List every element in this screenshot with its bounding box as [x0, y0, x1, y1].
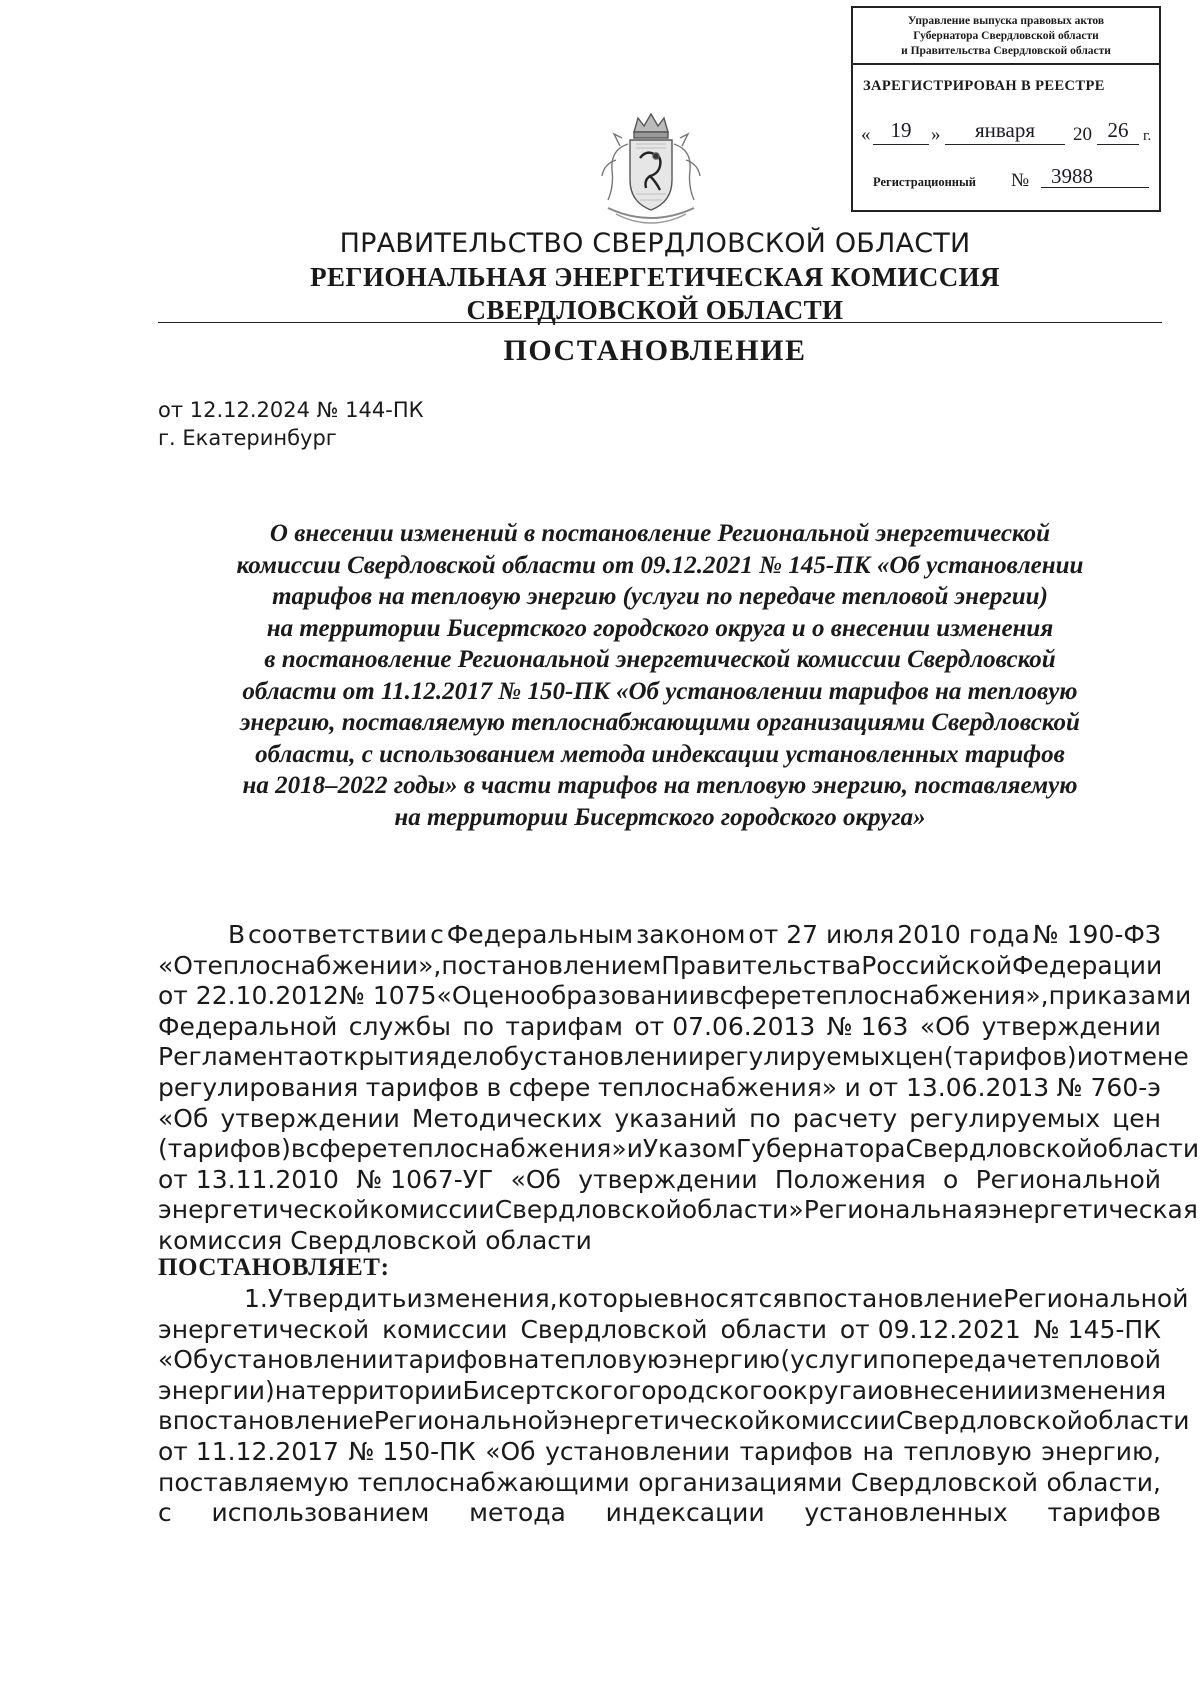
commission-name-line-1: РЕГИОНАЛЬНАЯ ЭНЕРГЕТИЧЕСКАЯ КОМИССИЯ: [310, 262, 1000, 292]
stamp-month: января: [945, 118, 1065, 145]
body-line: [158, 1315, 1161, 1345]
body-word: № 1067-УГ: [356, 1164, 494, 1194]
stamp-year-suffix: 26: [1097, 118, 1139, 145]
body-word: цен: [1112, 1103, 1161, 1133]
body-word: Федеральной: [158, 1011, 338, 1041]
body-word: «О: [158, 950, 193, 980]
body-word: городского: [628, 1375, 778, 1405]
body-word: округа: [777, 1375, 868, 1405]
body-word: постановлением: [441, 950, 662, 980]
body-word: территории: [306, 1375, 463, 1405]
body-word: Региональной: [1003, 1284, 1189, 1313]
body-word: указаний: [614, 1103, 738, 1133]
body-word: комиссии: [382, 1314, 508, 1344]
body-word: регулируемых: [909, 1103, 1101, 1133]
body-word: по: [879, 1345, 911, 1375]
title-line: О внесении изменений в постановление Региональной энергетической: [269, 520, 1051, 547]
body-word: энергетической: [158, 1195, 370, 1225]
body-word: ценообразовании: [471, 981, 705, 1011]
body-word: поставляемую: [158, 1467, 350, 1497]
header-divider: [158, 322, 1162, 323]
body-word: Российской: [861, 950, 1012, 980]
body-word: энергетической: [559, 1406, 771, 1436]
body-word: и: [844, 1073, 861, 1102]
body-word: установлении: [208, 1345, 394, 1375]
body-line: [158, 1195, 1198, 1225]
stamp-header-line: Управление выпуска правовых актов: [907, 15, 1105, 27]
body-word: Утвердить: [267, 1284, 407, 1313]
body-word: Свердловской: [850, 1467, 1039, 1497]
body-line: [158, 1104, 1161, 1134]
body-word: внесении: [898, 1375, 1024, 1405]
body-word: установленных: [804, 1498, 1008, 1528]
body-word: области: [1082, 1406, 1190, 1436]
document-type: ПОСТАНОВЛЕНИЕ: [503, 334, 807, 367]
title-line: области, с использованием метода индексации установленных тарифов: [255, 740, 1065, 768]
body-word: сфере: [508, 1073, 591, 1102]
body-word: и: [626, 1134, 643, 1164]
body-word: «Об: [919, 1011, 971, 1041]
government-name: ПРАВИТЕЛЬСТВО СВЕРДЛОВСКОЙ ОБЛАСТИ: [339, 228, 971, 259]
body-word: установлении: [519, 1042, 705, 1072]
body-word: от 13.06.2013: [868, 1073, 1050, 1102]
body-line: [158, 1406, 1190, 1436]
body-word: № 190-ФЗ: [1032, 920, 1161, 949]
body-word: теплоснабжения»,: [801, 981, 1049, 1011]
body-word: приказами: [1048, 981, 1192, 1011]
body-word: тарифов: [739, 1437, 853, 1466]
title-line: области от 11.12.2017 № 150-ПК «Об установлении тарифов на тепловую: [242, 677, 1078, 705]
stamp-day: 19: [873, 118, 929, 145]
body-word: теплоснабжения»: [597, 1073, 838, 1102]
body-word: № 145-ПК: [1033, 1314, 1161, 1344]
body-word: Указом: [642, 1134, 737, 1164]
body-word: с: [430, 920, 444, 949]
body-word: регулирования: [158, 1073, 359, 1102]
title-line: энергию, поставляемую теплоснабжающими организациями Свердловской: [240, 709, 1080, 736]
body-word: тарифов: [365, 1073, 480, 1102]
body-line: [158, 981, 1192, 1011]
stamp-header: [853, 8, 1159, 65]
stamp-open-quote: «: [861, 124, 871, 145]
stamp-header-line: и Правительства Свердловской области: [901, 45, 1111, 57]
body-word: в: [486, 1073, 502, 1102]
document-date-number: от 12.12.2024 № 144-ПК: [158, 398, 424, 422]
body-word: Свердловской: [494, 1195, 682, 1225]
body-word: в: [158, 1406, 173, 1436]
body-word: утверждении: [578, 1164, 758, 1194]
body-word: теплоснабжения»: [387, 1134, 627, 1164]
stamp-header-line: Губернатора Свердловской области: [913, 30, 1099, 42]
body-word: теплоснабжающими: [357, 1467, 630, 1497]
body-word: Свердловской: [905, 1134, 1093, 1164]
body-word: от 13.11.2010: [158, 1164, 339, 1194]
body-word: от 09.12.2021: [839, 1314, 1021, 1344]
body-word: тепловую: [539, 1345, 668, 1375]
body-word: области: [720, 1314, 828, 1344]
body-word: дел: [439, 1042, 489, 1072]
body-word: которые: [557, 1284, 669, 1313]
body-word: метода: [469, 1498, 566, 1528]
document-title: [150, 518, 1170, 833]
body-word: Региональная: [803, 1195, 988, 1225]
body-word: энергетическая: [987, 1195, 1198, 1225]
body-word: отмене: [1092, 1042, 1189, 1072]
body-word: Федеральным: [446, 920, 634, 949]
body-line: [158, 1437, 1161, 1467]
body-word: энергию,: [1041, 1437, 1161, 1466]
body-line: [158, 1012, 1161, 1042]
body-word: о: [943, 1164, 959, 1194]
body-word: Региональной: [975, 1164, 1161, 1194]
body-word: регулируемых: [704, 1042, 896, 1072]
body-word: о: [883, 1375, 899, 1405]
body-word: по: [462, 1011, 495, 1041]
body-word: тепловую: [903, 1437, 1032, 1466]
body-word: Губернатора: [736, 1134, 906, 1164]
body-line: [158, 920, 1161, 950]
body-word: сфере: [305, 1134, 388, 1164]
body-word: с: [158, 1498, 172, 1528]
body-word: Федерации: [1011, 950, 1163, 980]
title-line: на территории Бисертского городского округа»: [394, 803, 926, 831]
body-word: Региональной: [373, 1406, 560, 1436]
body-word: энергию: [668, 1345, 780, 1375]
body-word: комиссии: [369, 1195, 495, 1225]
body-word: на: [862, 1437, 895, 1466]
body-word: Бисертского: [462, 1375, 629, 1405]
body-word: изменения,: [406, 1284, 558, 1313]
body-word: «Об: [485, 1437, 536, 1466]
body-word: тарифов: [1047, 1498, 1161, 1528]
body-word: и: [867, 1375, 884, 1405]
body-line: [158, 1284, 1189, 1314]
body-word: комиссия Свердловской области: [158, 1226, 592, 1255]
body-word: № 1075: [338, 981, 437, 1011]
body-word: «Об: [158, 1103, 209, 1133]
body-line: [158, 1498, 1161, 1528]
body-word: теплоснабжении»,: [192, 950, 442, 980]
body-word: комиссии: [770, 1406, 896, 1436]
body-word: от 22.10.2012: [158, 981, 339, 1011]
body-word: тарифам: [505, 1011, 623, 1041]
stamp-year-prefix: 20: [1073, 124, 1092, 145]
body-line: [158, 1226, 1161, 1256]
body-word: постановление: [172, 1406, 374, 1436]
stamp-num-sign: №: [1011, 170, 1030, 191]
body-word: постановление: [802, 1284, 1004, 1313]
body-word: на: [274, 1375, 307, 1405]
body-word: по: [749, 1103, 781, 1133]
body-word: энергетической: [158, 1314, 370, 1344]
body-word: области: [1092, 1134, 1200, 1164]
body-word: 1.: [244, 1284, 268, 1313]
body-word: установлении: [545, 1437, 731, 1466]
body-word: в: [704, 981, 720, 1011]
body-word: Регламента: [158, 1042, 314, 1072]
body-word: тарифов: [394, 1345, 508, 1375]
body-word: Правительства: [661, 950, 862, 980]
body-word: от 27 июля: [748, 920, 895, 949]
body-word: открытия: [313, 1042, 440, 1072]
body-line: [158, 1345, 1161, 1375]
body-word: Свердловской: [520, 1314, 708, 1344]
body-word: от 11.12.2017: [158, 1437, 339, 1466]
body-line: [158, 1042, 1189, 1072]
title-line: на территории Бисертского городского округа и о внесении изменения: [266, 614, 1054, 642]
body-word: передаче: [911, 1345, 1037, 1375]
body-word: (тарифов): [158, 1134, 291, 1164]
body-word: Положения: [774, 1164, 926, 1194]
body-word: организациями: [638, 1467, 843, 1497]
body-word: законом: [636, 920, 746, 949]
body-word: (тарифов): [943, 1042, 1077, 1072]
body-word: цен: [895, 1042, 944, 1072]
registration-stamp: [851, 6, 1161, 212]
body-word: области,: [1046, 1467, 1161, 1497]
body-word: энергии): [158, 1375, 275, 1405]
body-word: и: [1076, 1042, 1093, 1072]
body-word: Свердловской: [895, 1406, 1083, 1436]
body-word: утверждении: [981, 1011, 1161, 1041]
body-word: (услуги: [780, 1345, 879, 1375]
body-line: [158, 1375, 1167, 1406]
body-word: расчету: [792, 1103, 898, 1133]
body-word: тепловой: [1037, 1345, 1161, 1375]
body-word: индексации: [605, 1498, 765, 1528]
body-word: 2010 года: [897, 920, 1030, 949]
body-line: [158, 951, 1161, 981]
body-word: службы: [348, 1011, 451, 1041]
body-word: сфере: [719, 981, 802, 1011]
body-word: «Об: [510, 1164, 561, 1194]
resolves-heading: ПОСТАНОВЛЯЕТ:: [158, 1254, 390, 1281]
sverdlovsk-coat-of-arms-icon: [590, 110, 712, 234]
body-word: Методических: [411, 1103, 603, 1133]
body-word: изменения: [1023, 1375, 1167, 1405]
stamp-title: ЗАРЕГИСТРИРОВАН В РЕЕСТРЕ: [863, 78, 1105, 94]
body-word: на: [507, 1345, 540, 1375]
body-line: [158, 1134, 1200, 1164]
body-word: утверждении: [220, 1103, 400, 1133]
body-word: от 07.06.2013: [634, 1011, 816, 1041]
document-city: г. Екатеринбург: [158, 426, 337, 450]
title-line: комиссии Свердловской области от 09.12.2021 № 145-ПК «Об установлении: [236, 551, 1084, 579]
body-word: вносятся: [668, 1284, 788, 1313]
commission-name-line-2: СВЕРДЛОВСКОЙ ОБЛАСТИ: [466, 295, 844, 325]
body-word: «О: [436, 981, 472, 1011]
title-line: на 2018–2022 годы» в части тарифов на тепловую энергию, поставляемую: [242, 772, 1078, 799]
body-word: № 163: [826, 1011, 909, 1041]
body-word: об: [488, 1042, 520, 1072]
body-word: № 760-э: [1056, 1073, 1161, 1102]
stamp-date: [861, 118, 1157, 148]
body-word: использованием: [211, 1498, 430, 1528]
stamp-registration-number: [873, 164, 1153, 194]
body-word: В: [228, 920, 246, 949]
title-line: в постановление Региональной энергетической комиссии Свердловской: [264, 646, 1056, 673]
body-word: «Об: [158, 1345, 209, 1375]
stamp-year-mark: г.: [1143, 128, 1152, 144]
stamp-reg-label: Регистрационный: [873, 175, 976, 189]
body-line: [158, 1073, 1161, 1103]
body-word: области»: [681, 1195, 804, 1225]
body-word: в: [290, 1134, 306, 1164]
body-word: № 150-ПК: [348, 1437, 476, 1466]
body-line: [158, 1468, 1161, 1498]
body-line: [158, 1165, 1161, 1195]
body-word: соответствии: [248, 920, 428, 949]
title-line: тарифов на тепловую энергию (услуги по передаче тепловой энергии): [272, 583, 1048, 610]
stamp-reg-number: 3988: [1041, 164, 1149, 188]
stamp-close-quote: »: [931, 124, 941, 145]
body-word: в: [787, 1284, 803, 1313]
